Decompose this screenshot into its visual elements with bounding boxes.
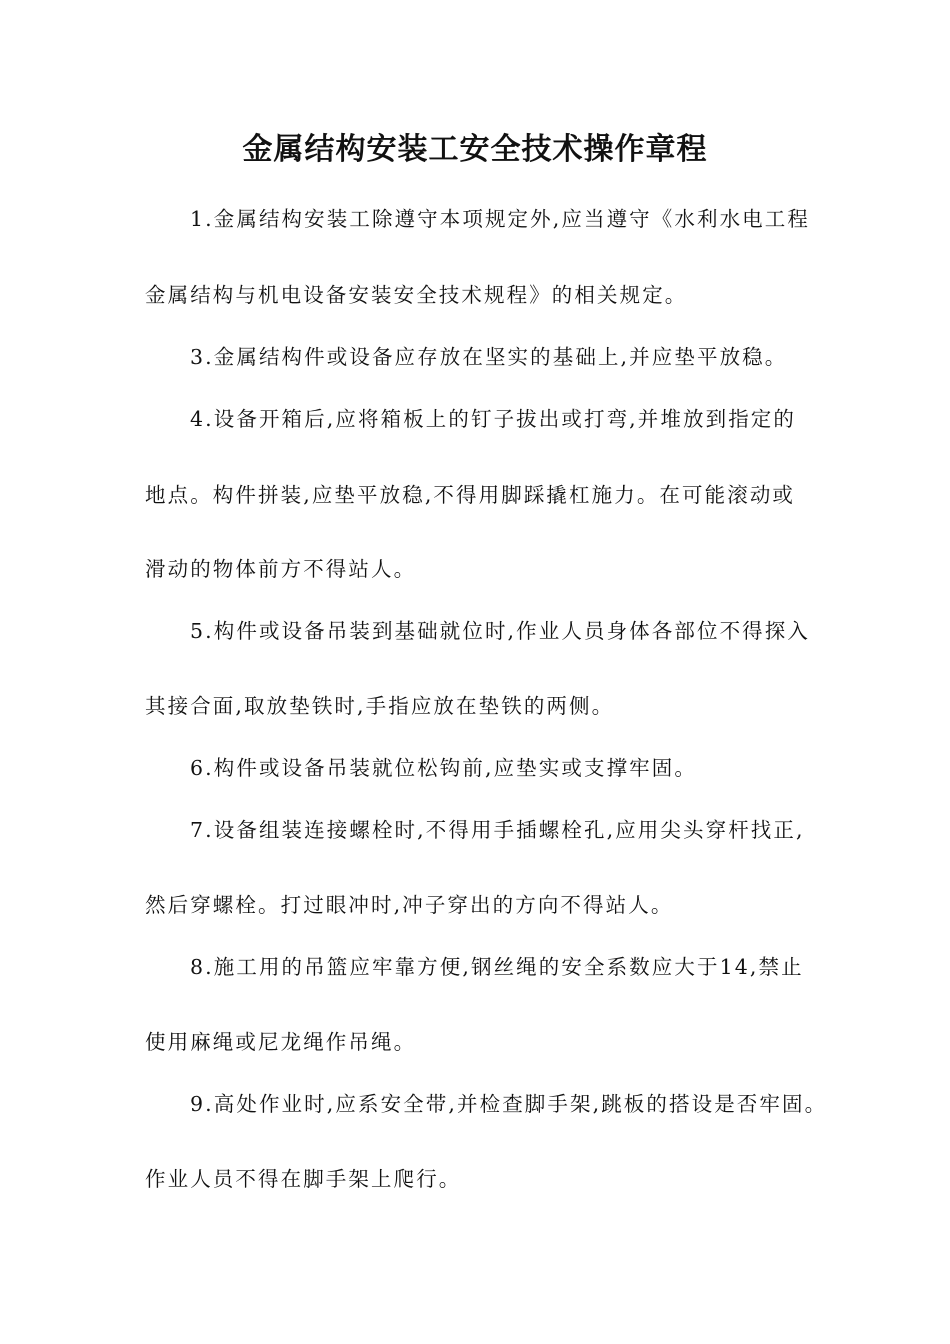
paragraph-4-line-3: 滑动的物体前方不得站人。	[145, 557, 417, 581]
paragraph-5-line-1: 5.构件或设备吊装到基础就位时,作业人员身体各部位不得探入	[190, 619, 810, 643]
paragraph-3-line-1: 3.金属结构件或设备应存放在坚实的基础上,并应垫平放稳。	[190, 345, 788, 369]
paragraph-8-line-1: 8.施工用的吊篮应牢靠方便,钢丝绳的安全系数应大于14,禁止	[190, 955, 804, 979]
paragraph-4-line-1: 4.设备开箱后,应将箱板上的钉子拔出或打弯,并堆放到指定的	[190, 407, 796, 431]
paragraph-6-line-1: 6.构件或设备吊装就位松钩前,应垫实或支撑牢固。	[190, 756, 697, 780]
paragraph-8-line-2: 使用麻绳或尼龙绳作吊绳。	[145, 1030, 417, 1054]
paragraph-1-line-1: 1.金属结构安装工除遵守本项规定外,应当遵守《水利水电工程	[190, 207, 810, 231]
paragraph-9-line-1: 9.高处作业时,应系安全带,并检查脚手架,跳板的搭设是否牢固。	[190, 1092, 828, 1116]
paragraph-4-line-2: 地点。构件拼装,应垫平放稳,不得用脚踩撬杠施力。在可能滚动或	[145, 483, 796, 507]
page-title: 金属结构安装工安全技术操作章程	[242, 132, 708, 167]
paragraph-9-line-2: 作业人员不得在脚手架上爬行。	[145, 1167, 462, 1191]
paragraph-7-line-1: 7.设备组装连接螺栓时,不得用手插螺栓孔,应用尖头穿杆找正,	[190, 818, 805, 842]
paragraph-1-line-2: 金属结构与机电设备安装安全技术规程》的相关规定。	[145, 283, 688, 307]
paragraph-5-line-2: 其接合面,取放垫铁时,手指应放在垫铁的两侧。	[145, 694, 615, 718]
paragraph-7-line-2: 然后穿螺栓。打过眼冲时,冲子穿出的方向不得站人。	[145, 893, 674, 917]
